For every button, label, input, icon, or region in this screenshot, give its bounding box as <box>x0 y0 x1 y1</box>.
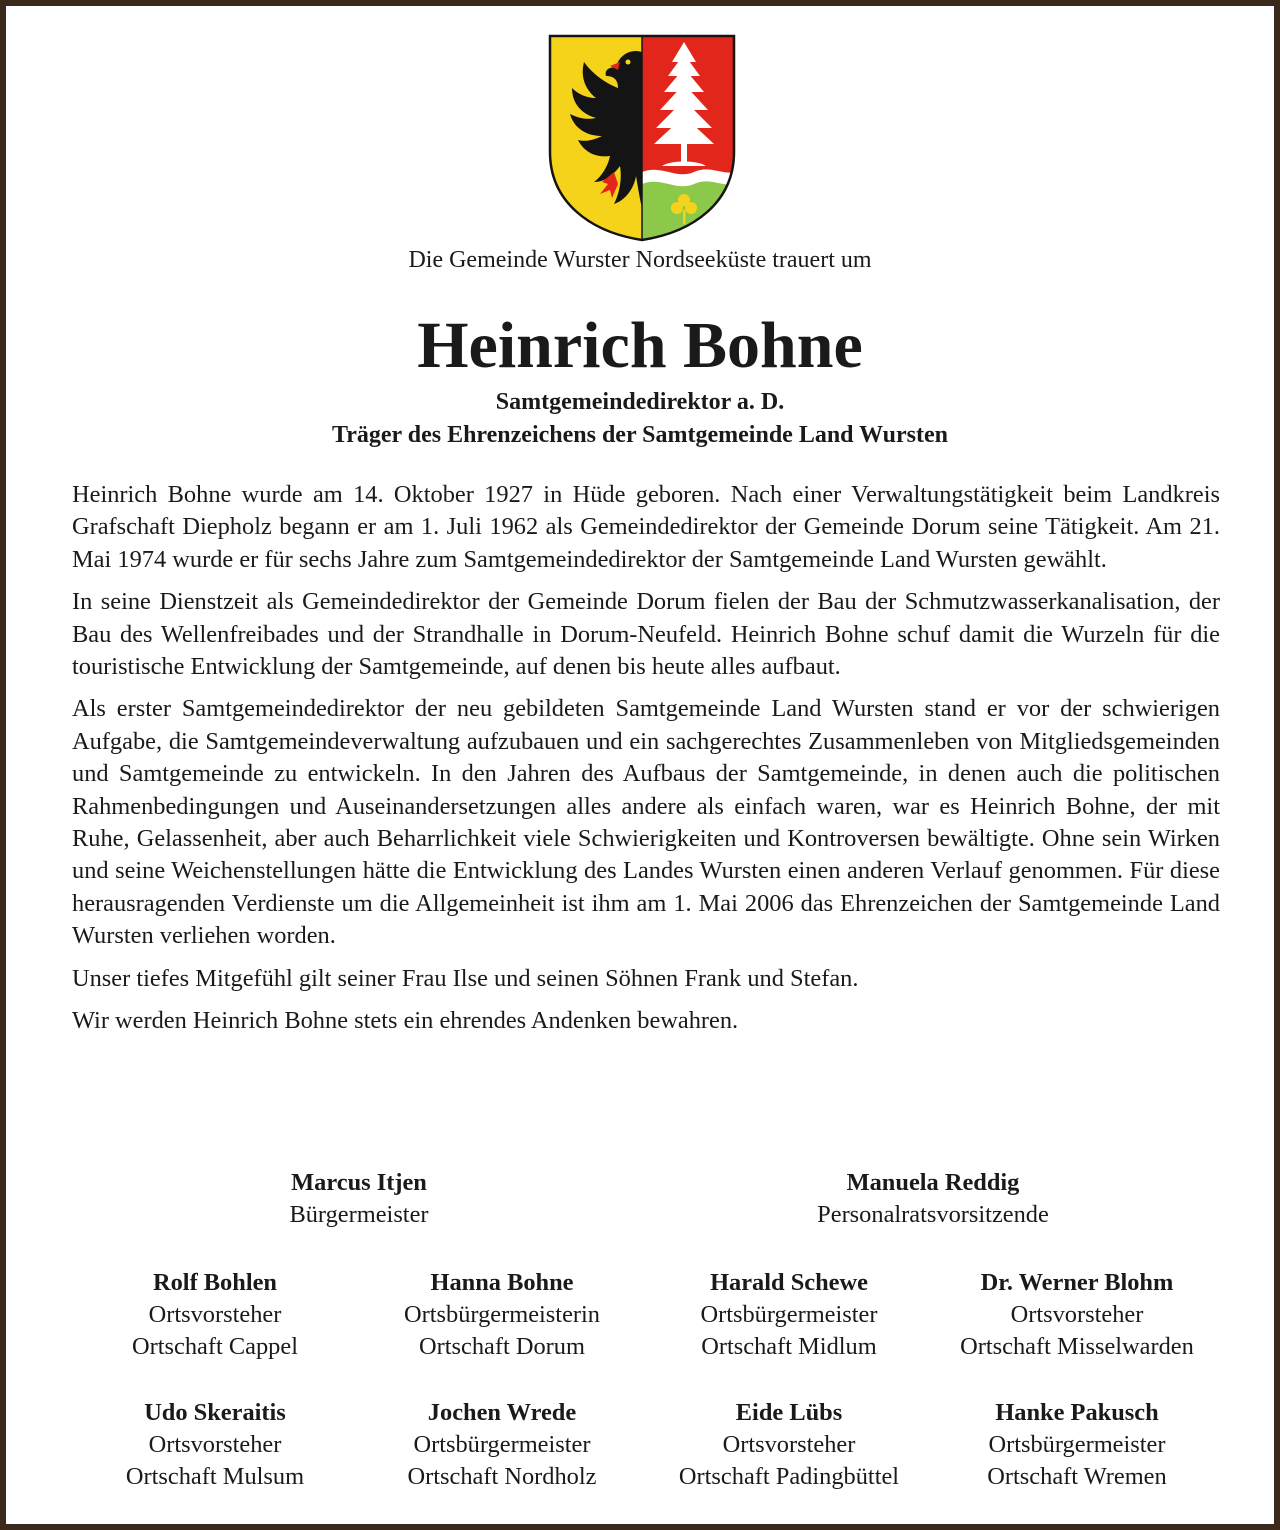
signatory-name: Hanna Bohne <box>430 1269 574 1296</box>
signatory-name: Harald Schewe <box>710 1269 868 1296</box>
subtitle-honor: Träger des Ehrenzeichens der Samtgemeinde Land Wursten <box>331 422 948 448</box>
signatory-padingbuettel <box>644 1397 934 1493</box>
signatory-name: Hanke Pakusch <box>995 1399 1159 1426</box>
signatory-cappel <box>80 1267 350 1363</box>
signatory-role: Ortsvorsteher <box>148 1431 282 1458</box>
signatory-role: Bürgermeister <box>289 1201 429 1228</box>
paragraph-3: Als erster Samtgemeindedirektor der neu gebildeten Samtgemeinde Land Wursten stand er vor der schwierigen Aufgabe, die Samtgemeindeverwaltung aufzubauen und ein sachgerechtes Zusammenleben von Mitgliedsgemeinden und Samtgemeinde zu entwickeln. In den Jahren des Aufbaus der Samtgemeinde, in denen auch die politischen Rahmenbedingungen und Auseinandersetzungen alles andere als einfach waren, war es Heinrich Bohne, der mit Ruhe, Gelassenheit, aber auch Beharrlichkeit viele Schwierigkeiten und Kontroversen bewältigte. Ohne sein Wirken und seine Weichenstellungen hätte die Entwicklung des Landes Wursten einen anderen Verlauf genommen. Für diese herausragenden Verdienste um die Allgemeinheit ist ihm am 1. Mai 2006 das Ehrenzeichen der Samtgemeinde Land Wursten verliehen worden. <box>72 695 1220 950</box>
signatory-dorum <box>367 1267 637 1363</box>
signatory-mulsum <box>80 1397 350 1493</box>
signatory-mayor <box>209 1167 509 1231</box>
signatory-name: Marcus Itjen <box>291 1169 427 1196</box>
signatory-place: Ortschaft Nordholz <box>407 1463 597 1490</box>
signatory-role: Ortsvorsteher <box>148 1301 282 1328</box>
signatory-name: Udo Skeraitis <box>144 1399 286 1426</box>
paragraph-1: Heinrich Bohne wurde am 14. Oktober 1927 in Hüde geboren. Nach einer Verwaltungstätigkeit beim Landkreis Grafschaft Diepholz begann er am 1. Juli 1962 als Gemeindedirektor der Gemeinde Dorum seine Tätigkeit. Am 21. Mai 1974 wurde er für sechs Jahre zum Samtgemeindedirektor der Samtgemeinde Land Wursten gewählt. <box>72 481 1220 573</box>
signatory-misselwarden <box>927 1267 1227 1363</box>
signatory-name: Eide Lübs <box>735 1399 843 1426</box>
signatory-name: Dr. Werner Blohm <box>980 1269 1174 1296</box>
signatory-role: Personalratsvorsitzende <box>817 1201 1049 1228</box>
signatory-wremen <box>942 1397 1212 1493</box>
signatory-place: Ortschaft Misselwarden <box>960 1333 1194 1360</box>
signatory-name: Rolf Bohlen <box>152 1269 277 1296</box>
signatory-role: Ortsbürgermeister <box>700 1301 878 1328</box>
signatory-midlum <box>654 1267 924 1363</box>
deceased-name: Heinrich Bohne <box>417 309 863 382</box>
signatory-staff-council <box>783 1167 1083 1231</box>
obituary-text <box>72 479 1220 1048</box>
signatory-place: Ortschaft Wremen <box>987 1463 1167 1490</box>
paragraph-4: Unser tiefes Mitgefühl gilt seiner Frau Ilse und seinen Söhnen Frank und Stefan. <box>72 964 859 992</box>
signatory-name: Manuela Reddig <box>846 1169 1020 1196</box>
coat-of-arms-icon <box>544 32 740 244</box>
intro-line: Die Gemeinde Wurster Nordseeküste trauert um <box>408 247 872 273</box>
signatory-role: Ortsbürgermeister <box>413 1431 591 1458</box>
signatory-name: Jochen Wrede <box>427 1399 577 1426</box>
signatory-place: Ortschaft Padingbüttel <box>678 1463 900 1490</box>
signatory-place: Ortschaft Mulsum <box>125 1463 305 1490</box>
signatory-nordholz <box>367 1397 637 1493</box>
signatory-place: Ortschaft Midlum <box>701 1333 877 1360</box>
signatory-place: Ortschaft Cappel <box>132 1333 298 1360</box>
paragraph-5: Wir werden Heinrich Bohne stets ein ehrendes Andenken bewahren. <box>72 1007 739 1035</box>
signatory-role: Ortsbürgermeister <box>988 1431 1166 1458</box>
paragraph-2: In seine Dienstzeit als Gemeindedirektor der Gemeinde Dorum fielen der Bau der Schmutzwasserkanalisation, der Bau des Wellenfreibades und der Strandhalle in Dorum-Neufeld. Heinrich Bohne schuf damit die Wurzeln für die touristische Entwicklung der Samtgemeinde, auf denen bis heute alles aufbaut. <box>72 588 1220 681</box>
subtitle-title: Samtgemeindedirektor a. D. <box>495 389 785 415</box>
signatory-role: Ortsbürgermeisterin <box>404 1301 600 1328</box>
signatory-role: Ortsvorsteher <box>722 1431 856 1458</box>
signatory-role: Ortsvorsteher <box>1010 1301 1144 1328</box>
signatory-place: Ortschaft Dorum <box>419 1333 585 1360</box>
